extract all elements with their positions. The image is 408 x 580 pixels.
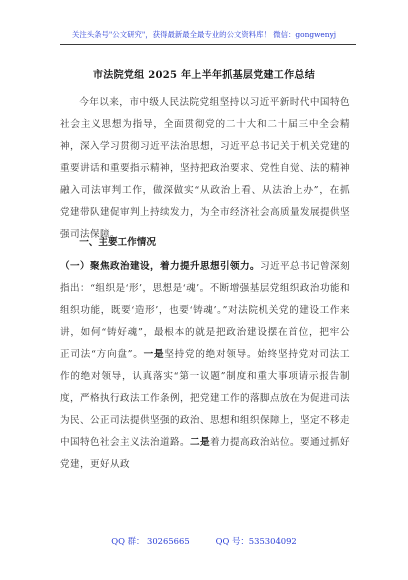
paragraph-lead: （一）聚焦政治建设，着力提升思想引领力。 <box>60 261 260 272</box>
page-footer <box>0 535 408 547</box>
paragraph-text: 习近平总书记曾深刻指出：“组织是‘形’，思想是‘魂’。不断增强基层党组织政治功能和组织功能，既要‘造形’，也要‘铸魂’。”对法院机关党的建设工作来讲，如何“铸好魂”，最根本的就是把政治建设摆在首位，把牢公正司法“方向盘”。 <box>60 261 350 360</box>
point-marker-two: 二是 <box>190 437 210 448</box>
point-marker-one: 一是 <box>143 349 165 360</box>
section-paragraph-1 <box>60 256 350 476</box>
header-note: 关注头条号"公文研究"，获得最新最全最专业的公文资料库！ 微信：gongwenyj <box>71 30 337 39</box>
footer-qq-number: QQ 号：535304092 <box>215 536 297 546</box>
section-heading: 一、主要工作情况 <box>79 237 156 248</box>
header-divider <box>60 44 356 45</box>
paragraph-text: 坚持党的绝对领导。始终坚持党对司法工作的绝对领导，认真落实“第一议题”制度和重大事项请示报告制度，严格执行政法工作条例，把党建工作的落脚点放在为促进司法为民、公正司法提供坚强的政治、思想和组织保障上，坚定不移走中国特色社会主义法治道路。 <box>60 349 350 448</box>
paragraph-text: 着力提高政治站位。要通过抓好党建，更好从政 <box>60 437 350 470</box>
document-title: 市法院党组 2025 年上半年抓基层党建工作总结 <box>93 70 315 81</box>
intro-paragraph: 今年以来，市中级人民法院党组坚持以习近平新时代中国特色社会主义思想为指导，全面贯彻党的二十大和二十届三中全会精神，深入学习贯彻习近平法治思想，习近平总书记关于机关党建的重要讲话和重要指示精神，坚持把政治要求、党性自觉、法的精神融入司法审判工作，做深做实“从政治上看、从法治上办”，在抓党建带队建促审判上持续发力，为全市经济社会高质量发展提供坚强司法保障。 <box>60 97 350 240</box>
footer-qq-group: QQ 群： 30265665 <box>111 536 190 546</box>
